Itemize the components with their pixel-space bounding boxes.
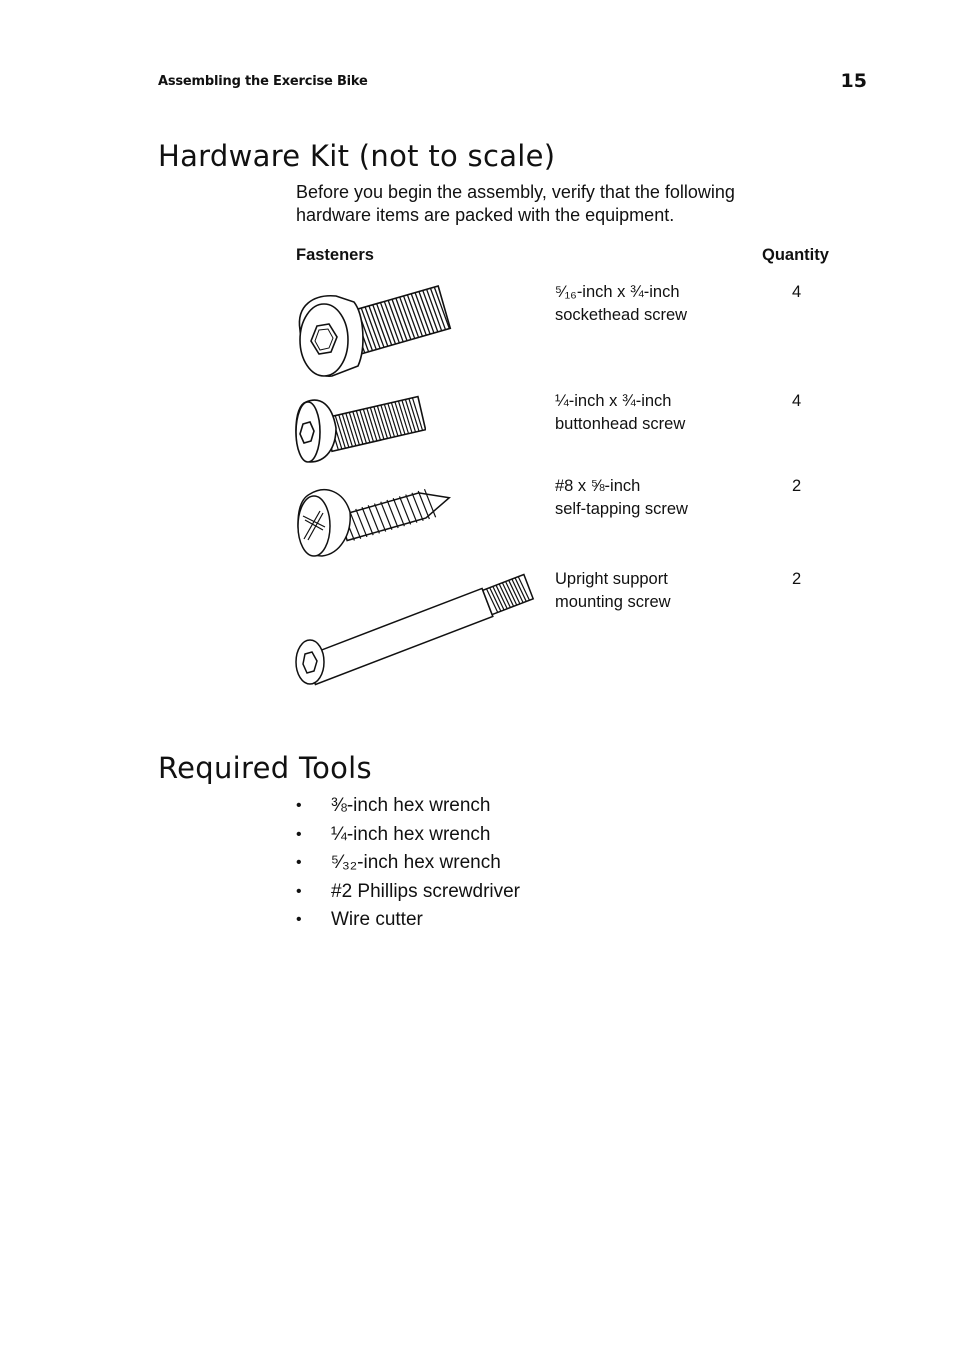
fastener-4-type: mounting screw: [555, 593, 671, 611]
bullet-icon: •: [296, 825, 302, 843]
fastener-2-description: [555, 390, 755, 436]
tool-item: [296, 849, 520, 878]
fastener-4-name: Upright support: [555, 570, 668, 588]
tools-list: [296, 792, 520, 935]
intro-line-1: Before you begin the assembly, verify that the following: [296, 182, 735, 202]
sockethead-screw-icon: [292, 280, 452, 382]
fasteners-column-header: Fasteners: [296, 246, 374, 264]
fastener-4-description: [555, 568, 755, 614]
required-tools-heading: Required Tools: [158, 751, 372, 785]
fastener-3-type: self-tapping screw: [555, 500, 688, 518]
tool-item: [296, 906, 520, 935]
bullet-icon: •: [296, 911, 302, 929]
tool-item: [296, 792, 520, 821]
tool-item: [296, 821, 520, 850]
fastener-1-quantity: 4: [792, 283, 802, 301]
hardware-kit-heading: Hardware Kit (not to scale): [158, 139, 556, 173]
quantity-column-header: Quantity: [762, 246, 829, 264]
fastener-2-type: buttonhead screw: [555, 415, 686, 433]
upright-mounting-screw-icon: [292, 566, 544, 690]
bullet-icon: •: [296, 797, 302, 814]
fastener-1-type: sockethead screw: [555, 306, 688, 324]
fastener-3-description: [555, 475, 755, 521]
bullet-icon: •: [296, 854, 302, 872]
page-number: 15: [840, 70, 867, 92]
intro-line-2: hardware items are packed with the equipment.: [296, 205, 675, 225]
tool-label: ⅜-inch hex wrench: [331, 795, 491, 816]
hardware-intro: [296, 181, 816, 227]
fastener-1-size: ⁵⁄₁₆-inch x ¾-inch: [555, 283, 680, 301]
tool-item: [296, 878, 520, 907]
self-tapping-screw-icon: [292, 472, 462, 562]
section-title: Assembling the Exercise Bike: [158, 74, 368, 89]
fastener-3-size: #8 x ⅝-inch: [555, 477, 641, 495]
tool-label: Wire cutter: [331, 909, 423, 931]
fastener-2-size: ¼-inch x ¾-inch: [555, 392, 672, 410]
tool-label: #2 Phillips screwdriver: [331, 880, 521, 902]
tool-label: ¼-inch hex wrench: [331, 823, 491, 845]
bullet-icon: •: [296, 882, 302, 900]
fastener-3-quantity: 2: [792, 477, 802, 495]
fastener-2-quantity: 4: [792, 392, 802, 410]
fastener-4-quantity: 2: [792, 570, 802, 588]
buttonhead-screw-icon: [292, 390, 426, 466]
fastener-1-description: [555, 281, 755, 327]
tool-label: ⁵⁄₃₂-inch hex wrench: [331, 852, 501, 874]
